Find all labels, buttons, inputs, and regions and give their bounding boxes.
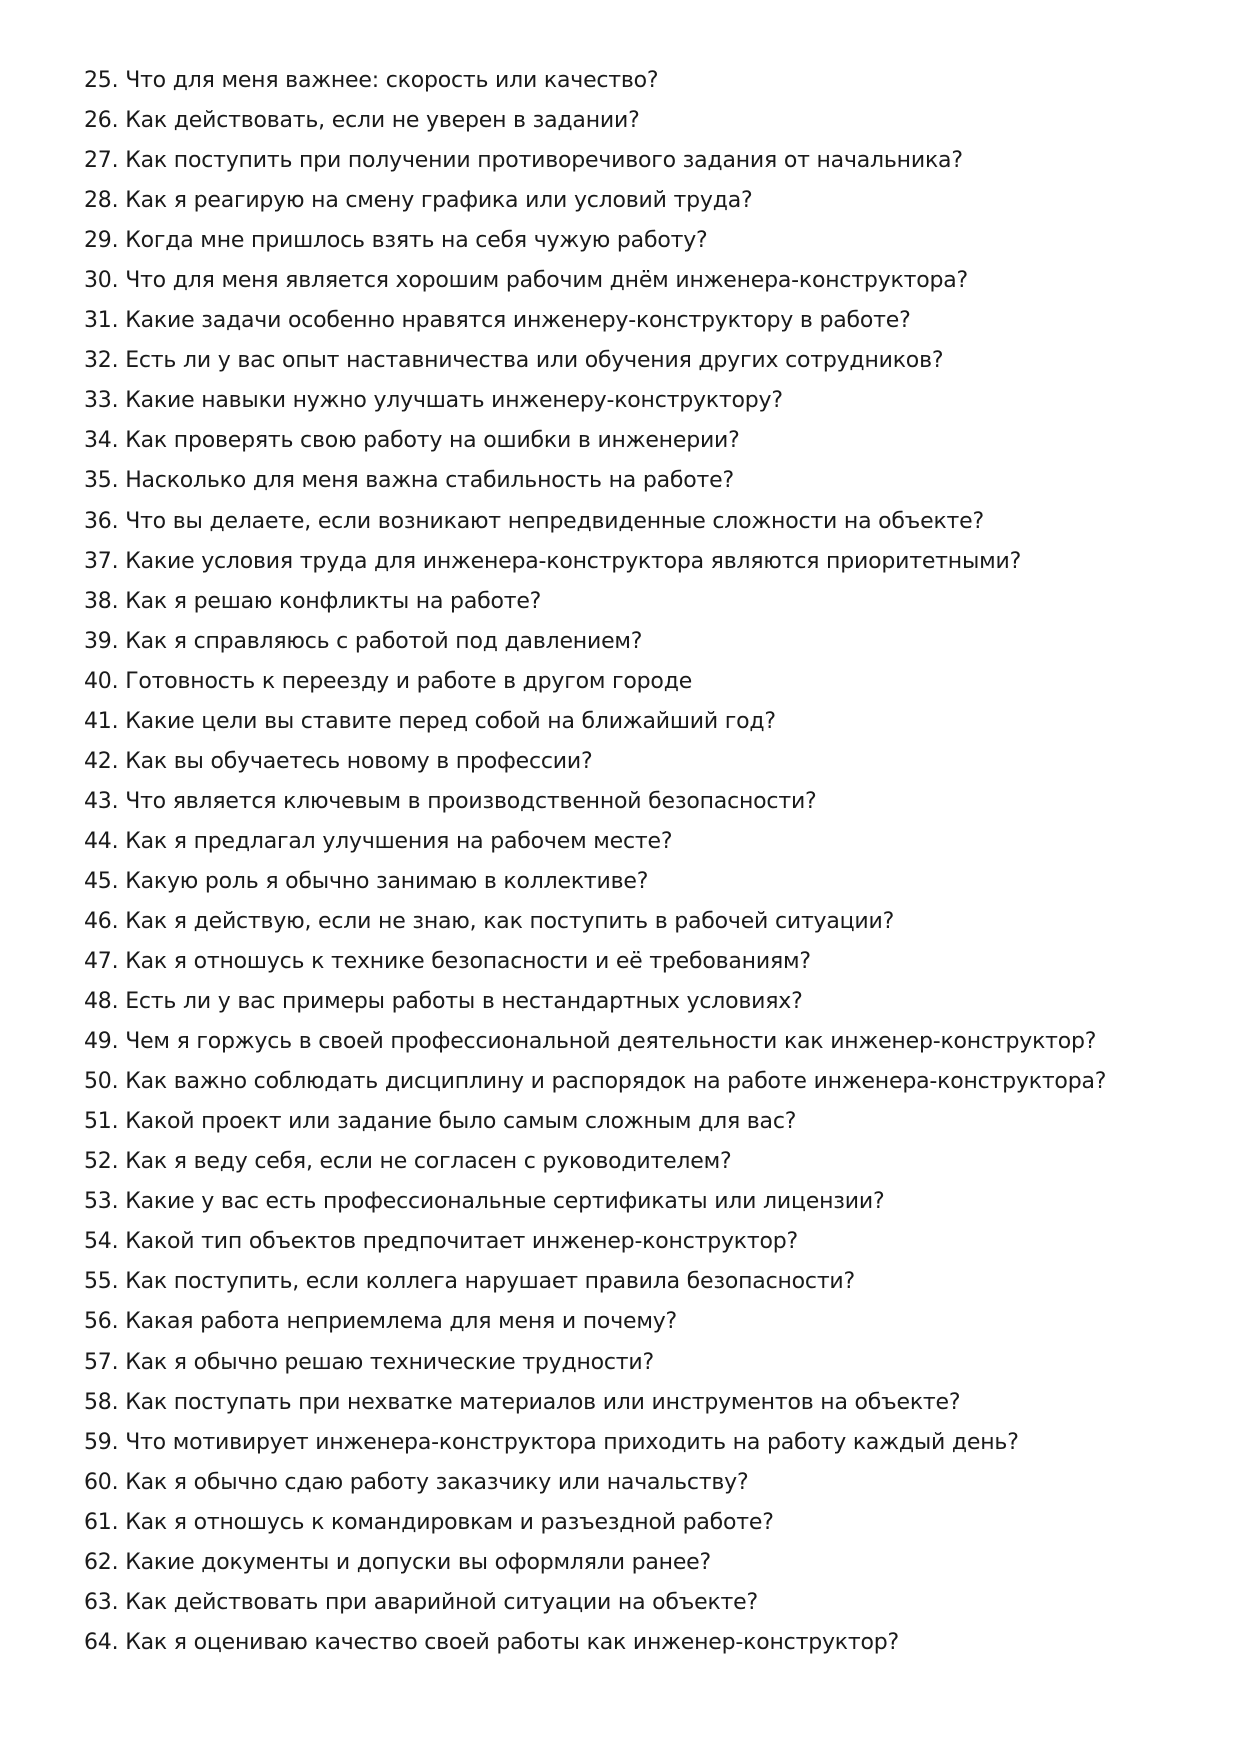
question-text: Как я отношусь к командировкам и разъездной работе? [125,1509,774,1535]
question-text: Как я оцениваю качество своей работы как инженер-конструктор? [125,1629,899,1655]
question-item [84,221,1106,261]
question-item [84,1302,1106,1342]
question-number: 31. [84,308,119,334]
question-text: Как я обычно сдаю работу заказчику или начальству? [125,1469,749,1495]
question-item [84,582,1106,622]
question-item [84,782,1106,822]
question-item [84,822,1106,862]
question-item [84,1142,1106,1182]
question-number: 27. [84,148,119,174]
question-text: Какие цели вы ставите перед собой на ближайший год? [125,708,776,734]
question-item [84,421,1106,461]
question-number: 64. [84,1629,119,1655]
question-number: 41. [84,708,119,734]
question-text: Есть ли у вас примеры работы в нестандартных условиях? [125,989,803,1015]
question-number: 30. [84,268,119,294]
question-item [84,502,1106,542]
question-number: 35. [84,468,119,494]
question-text: Что вы делаете, если возникают непредвиденные сложности на объекте? [125,508,984,534]
question-number: 58. [84,1389,119,1415]
question-number: 56. [84,1309,119,1335]
question-text: Какую роль я обычно занимаю в коллективе? [125,868,649,894]
question-item [84,101,1106,141]
question-text: Как поступить, если коллега нарушает правила безопасности? [125,1269,856,1295]
question-item [84,261,1106,301]
question-item [84,181,1106,221]
question-text: Как я веду себя, если не согласен с руководителем? [125,1149,732,1175]
question-number: 25. [84,68,119,93]
question-text: Что для меня важнее: скорость или качество? [125,68,659,93]
question-number: 43. [84,788,119,814]
question-number: 42. [84,748,119,774]
question-text: Чем я горжусь в своей профессиональной деятельности как инженер-конструктор? [125,1029,1097,1055]
question-number: 54. [84,1229,119,1255]
question-item [84,1543,1106,1583]
question-text: Какие задачи особенно нравятся инженеру-конструктору в работе? [125,308,911,334]
question-item [84,1343,1106,1383]
question-number: 50. [84,1069,119,1095]
question-item [84,1583,1106,1623]
question-text: Какие документы и допуски вы оформляли ранее? [125,1549,711,1575]
question-text: Как я действую, если не знаю, как поступить в рабочей ситуации? [125,908,895,934]
question-text: Какие условия труда для инженера-конструктора являются приоритетными? [125,548,1022,574]
question-text: Как важно соблюдать дисциплину и распорядок на работе инженера-конструктора? [125,1069,1107,1095]
question-item [84,1463,1106,1503]
question-item [84,301,1106,341]
question-number: 61. [84,1509,119,1535]
question-number: 28. [84,188,119,214]
question-item [84,341,1106,381]
question-item [84,1222,1106,1262]
question-number: 36. [84,508,119,534]
question-number: 26. [84,108,119,134]
question-text: Готовность к переезду и работе в другом городе [125,668,693,694]
question-item [84,742,1106,782]
question-number: 59. [84,1429,119,1455]
question-number: 52. [84,1149,119,1175]
question-text: Когда мне пришлось взять на себя чужую работу? [125,228,708,254]
question-item [84,1262,1106,1302]
question-text: Как я справляюсь с работой под давлением? [125,628,643,654]
question-number: 48. [84,989,119,1015]
question-text: Как я предлагал улучшения на рабочем месте? [125,828,673,854]
question-item [84,141,1106,181]
question-number: 53. [84,1189,119,1215]
question-number: 39. [84,628,119,654]
question-item [84,662,1106,702]
question-number: 60. [84,1469,119,1495]
question-text: Как вы обучаетесь новому в профессии? [125,748,593,774]
question-text: Какая работа неприемлема для меня и почему? [125,1309,678,1335]
question-number: 62. [84,1549,119,1575]
question-text: Как я решаю конфликты на работе? [125,588,542,614]
question-text: Что мотивирует инженера-конструктора приходить на работу каждый день? [125,1429,1019,1455]
question-number: 63. [84,1589,119,1615]
question-number: 44. [84,828,119,854]
question-item [84,1623,1106,1663]
question-text: Что для меня является хорошим рабочим днём инженера-конструктора? [125,268,969,294]
question-text: Как действовать, если не уверен в задании? [125,108,640,134]
question-item [84,461,1106,501]
question-number: 29. [84,228,119,254]
question-item [84,982,1106,1022]
question-item [84,1383,1106,1423]
question-number: 46. [84,908,119,934]
question-item [84,381,1106,421]
question-text: Какой тип объектов предпочитает инженер-конструктор? [125,1229,799,1255]
question-item [84,1503,1106,1543]
question-item [84,1423,1106,1463]
question-text: Как я отношусь к технике безопасности и её требованиям? [125,949,811,975]
question-item [84,862,1106,902]
question-number: 40. [84,668,119,694]
question-number: 47. [84,949,119,975]
question-text: Какие навыки нужно улучшать инженеру-конструктору? [125,388,783,414]
question-item [84,542,1106,582]
question-number: 37. [84,548,119,574]
question-item [84,702,1106,742]
question-number: 34. [84,428,119,454]
question-number: 32. [84,348,119,374]
question-item [84,1062,1106,1102]
question-number: 33. [84,388,119,414]
question-text: Как проверять свою работу на ошибки в инженерии? [125,428,740,454]
question-text: Как я обычно решаю технические трудности? [125,1349,654,1375]
question-text: Какой проект или задание было самым сложным для вас? [125,1109,797,1135]
question-number: 55. [84,1269,119,1295]
question-item [84,942,1106,982]
question-item [84,61,1106,101]
question-text: Что является ключевым в производственной безопасности? [125,788,817,814]
question-number: 57. [84,1349,119,1375]
question-text: Какие у вас есть профессиональные сертификаты или лицензии? [125,1189,885,1215]
question-list [84,61,1106,1663]
question-number: 45. [84,868,119,894]
question-item [84,1182,1106,1222]
question-text: Есть ли у вас опыт наставничества или обучения других сотрудников? [125,348,944,374]
question-item [84,1022,1106,1062]
question-number: 49. [84,1029,119,1055]
question-text: Как я реагирую на смену графика или условий труда? [125,188,753,214]
question-text: Как поступать при нехватке материалов или инструментов на объекте? [125,1389,961,1415]
question-text: Как действовать при аварийной ситуации на объекте? [125,1589,758,1615]
question-text: Как поступить при получении противоречивого задания от начальника? [125,148,963,174]
question-item [84,902,1106,942]
question-number: 38. [84,588,119,614]
question-item [84,622,1106,662]
question-text: Насколько для меня важна стабильность на работе? [125,468,734,494]
question-number: 51. [84,1109,119,1135]
question-item [84,1102,1106,1142]
